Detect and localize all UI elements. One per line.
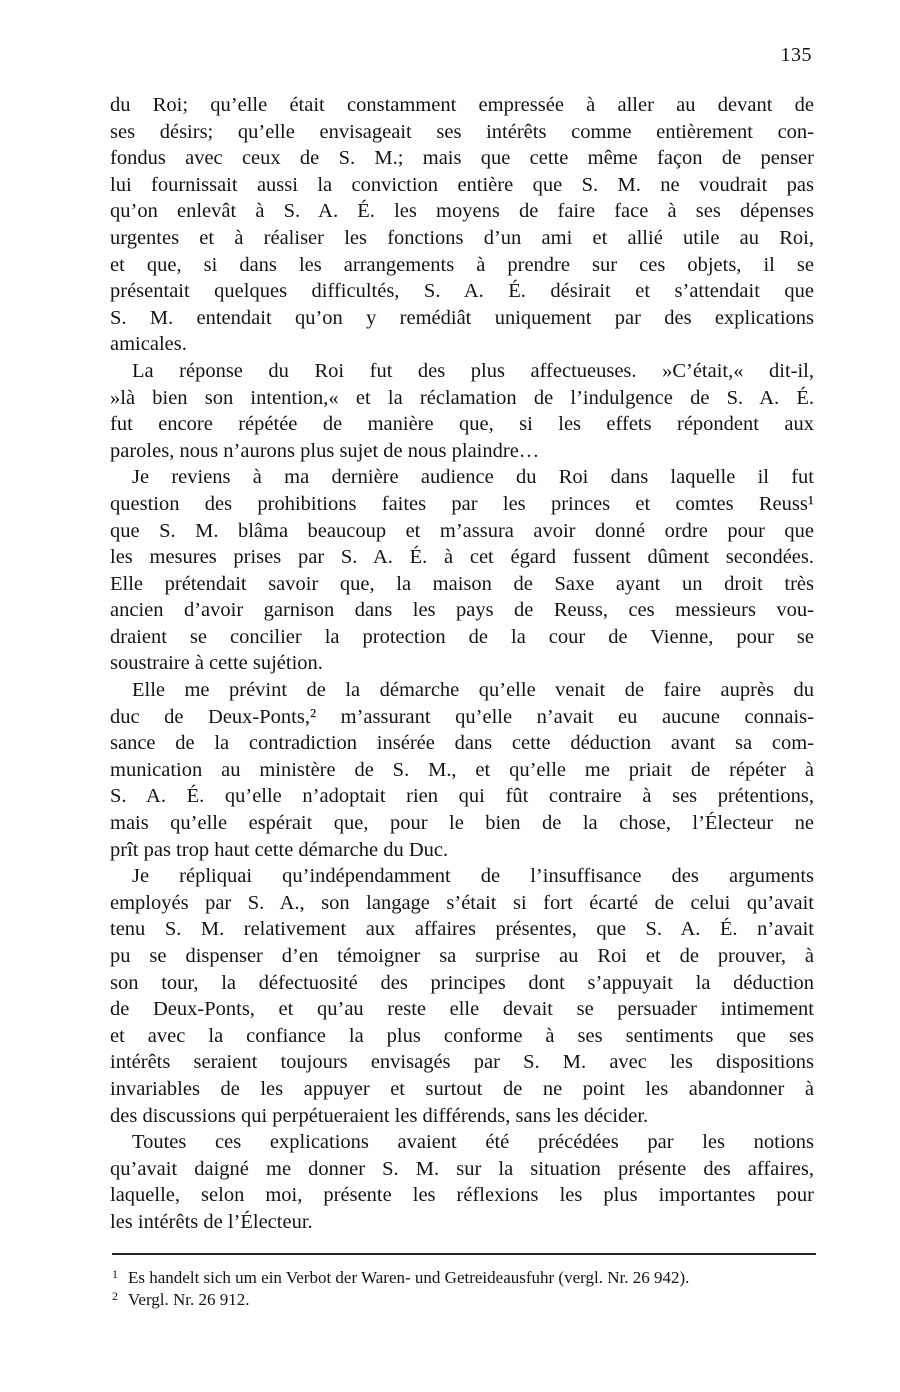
text-line: Elle prétendait savoir que, la maison de Saxe ayant un droit très <box>110 572 814 595</box>
footnote-text: Es handelt sich um ein Verbot der Waren- und Getreideausfuhr (vergl. Nr. 26 942). <box>128 1268 690 1287</box>
text-line: prît pas trop haut cette démarche du Duc. <box>110 838 449 861</box>
page-number: 135 <box>780 44 812 66</box>
text-line: Je reviens à ma dernière audience du Roi dans laquelle il fut <box>132 466 814 489</box>
text-line: question des prohibitions faites par les princes et comtes Reuss¹ <box>110 492 814 515</box>
text-line: qu’on enlevât à S. A. É. les moyens de faire face à ses dépenses <box>110 200 814 223</box>
text-line: S. A. É. qu’elle n’adoptait rien qui fût contraire à ses prétentions, <box>110 785 814 808</box>
text-line: les mesures prises par S. A. É. à cet égard fussent dûment secondées. <box>110 546 814 569</box>
text-line: S. M. entendait qu’on y remédiât uniquement par des explications <box>110 306 814 329</box>
text-line: ses désirs; qu’elle envisageait ses intérêts comme entièrement con- <box>110 120 814 143</box>
text-line: munication au ministère de S. M., et qu’elle me priait de répéter à <box>110 758 814 781</box>
text-line: laquelle, selon moi, présente les réflexions les plus importantes pour <box>110 1184 814 1207</box>
body-text <box>110 92 814 1236</box>
text-line: et avec la confiance la plus conforme à ses sentiments que ses <box>110 1024 814 1047</box>
footnote-marker: 1 <box>112 1267 118 1281</box>
text-line: duc de Deux-Ponts,² m’assurant qu’elle n’avait eu aucune connais- <box>110 705 814 728</box>
text-line: intérêts seraient toujours envisagés par S. M. avec les dispositions <box>110 1051 814 1074</box>
text-line: »là bien son intention,« et la réclamation de l’indulgence de S. A. É. <box>110 386 814 409</box>
footnote-text: Vergl. Nr. 26 912. <box>128 1290 250 1309</box>
text-line: son tour, la défectuosité des principes dont s’appuyait la déduction <box>110 971 814 994</box>
text-line: La réponse du Roi fut des plus affectueuses. »C’était,« dit-il, <box>132 359 814 382</box>
text-line: Je répliquai qu’indépendamment de l’insuffisance des arguments <box>132 865 814 888</box>
footnote <box>112 1285 816 1307</box>
text-line: de Deux-Ponts, et qu’au reste elle devait se persuader intimement <box>110 998 814 1021</box>
text-line: Elle me prévint de la démarche qu’elle venait de faire auprès du <box>132 679 814 702</box>
text-line: soustraire à cette sujétion. <box>110 652 323 675</box>
text-line: fut encore répétée de manière que, si les effets répondent aux <box>110 413 814 436</box>
text-line: fondus avec ceux de S. M.; mais que cette même façon de penser <box>110 147 814 170</box>
footnote-marker: 2 <box>112 1289 118 1303</box>
text-line: des discussions qui perpétueraient les différends, sans les décider. <box>110 1104 649 1127</box>
text-line: du Roi; qu’elle était constamment empressée à aller au devant de <box>110 94 814 116</box>
footnote-divider <box>112 1253 816 1255</box>
text-line: urgentes et à réaliser les fonctions d’un ami et allié utile au Roi, <box>110 226 814 249</box>
text-line: invariables de les appuyer et surtout de ne point les abandonner à <box>110 1077 814 1100</box>
text-line: qu’avait daigné me donner S. M. sur la situation présente des affaires, <box>110 1157 814 1180</box>
text-line: Toutes ces explications avaient été précédées par les notions <box>132 1131 814 1154</box>
text-line: que S. M. blâma beaucoup et m’assura avoir donné ordre pour que <box>110 519 814 542</box>
text-line: amicales. <box>110 333 187 356</box>
footnotes <box>112 1263 816 1307</box>
text-line: sance de la contradiction insérée dans cette déduction avant sa com- <box>110 732 814 755</box>
text-line: employés par S. A., son langage s’était si fort écarté de celui qu’avait <box>110 891 814 914</box>
text-line: mais qu’elle espérait que, pour le bien de la chose, l’Électeur ne <box>110 812 814 835</box>
text-line: draient se concilier la protection de la cour de Vienne, pour se <box>110 625 814 648</box>
text-line: paroles, nous n’aurons plus sujet de nous plaindre… <box>110 439 540 462</box>
text-line: ancien d’avoir garnison dans les pays de Reuss, ces messieurs vou- <box>110 599 814 622</box>
text-line: présentait quelques difficultés, S. A. É. désirait et s’attendait que <box>110 280 814 303</box>
text-line: tenu S. M. relativement aux affaires présentes, que S. A. É. n’avait <box>110 918 814 941</box>
text-line: et que, si dans les arrangements à prendre sur ces objets, il se <box>110 253 814 276</box>
text-line: lui fournissait aussi la conviction entière que S. M. ne voudrait pas <box>110 173 814 196</box>
text-line: pu se dispenser d’en témoigner sa surprise au Roi et de prouver, à <box>110 945 814 967</box>
footnote <box>112 1263 816 1285</box>
text-line: les intérêts de l’Électeur. <box>110 1210 313 1233</box>
